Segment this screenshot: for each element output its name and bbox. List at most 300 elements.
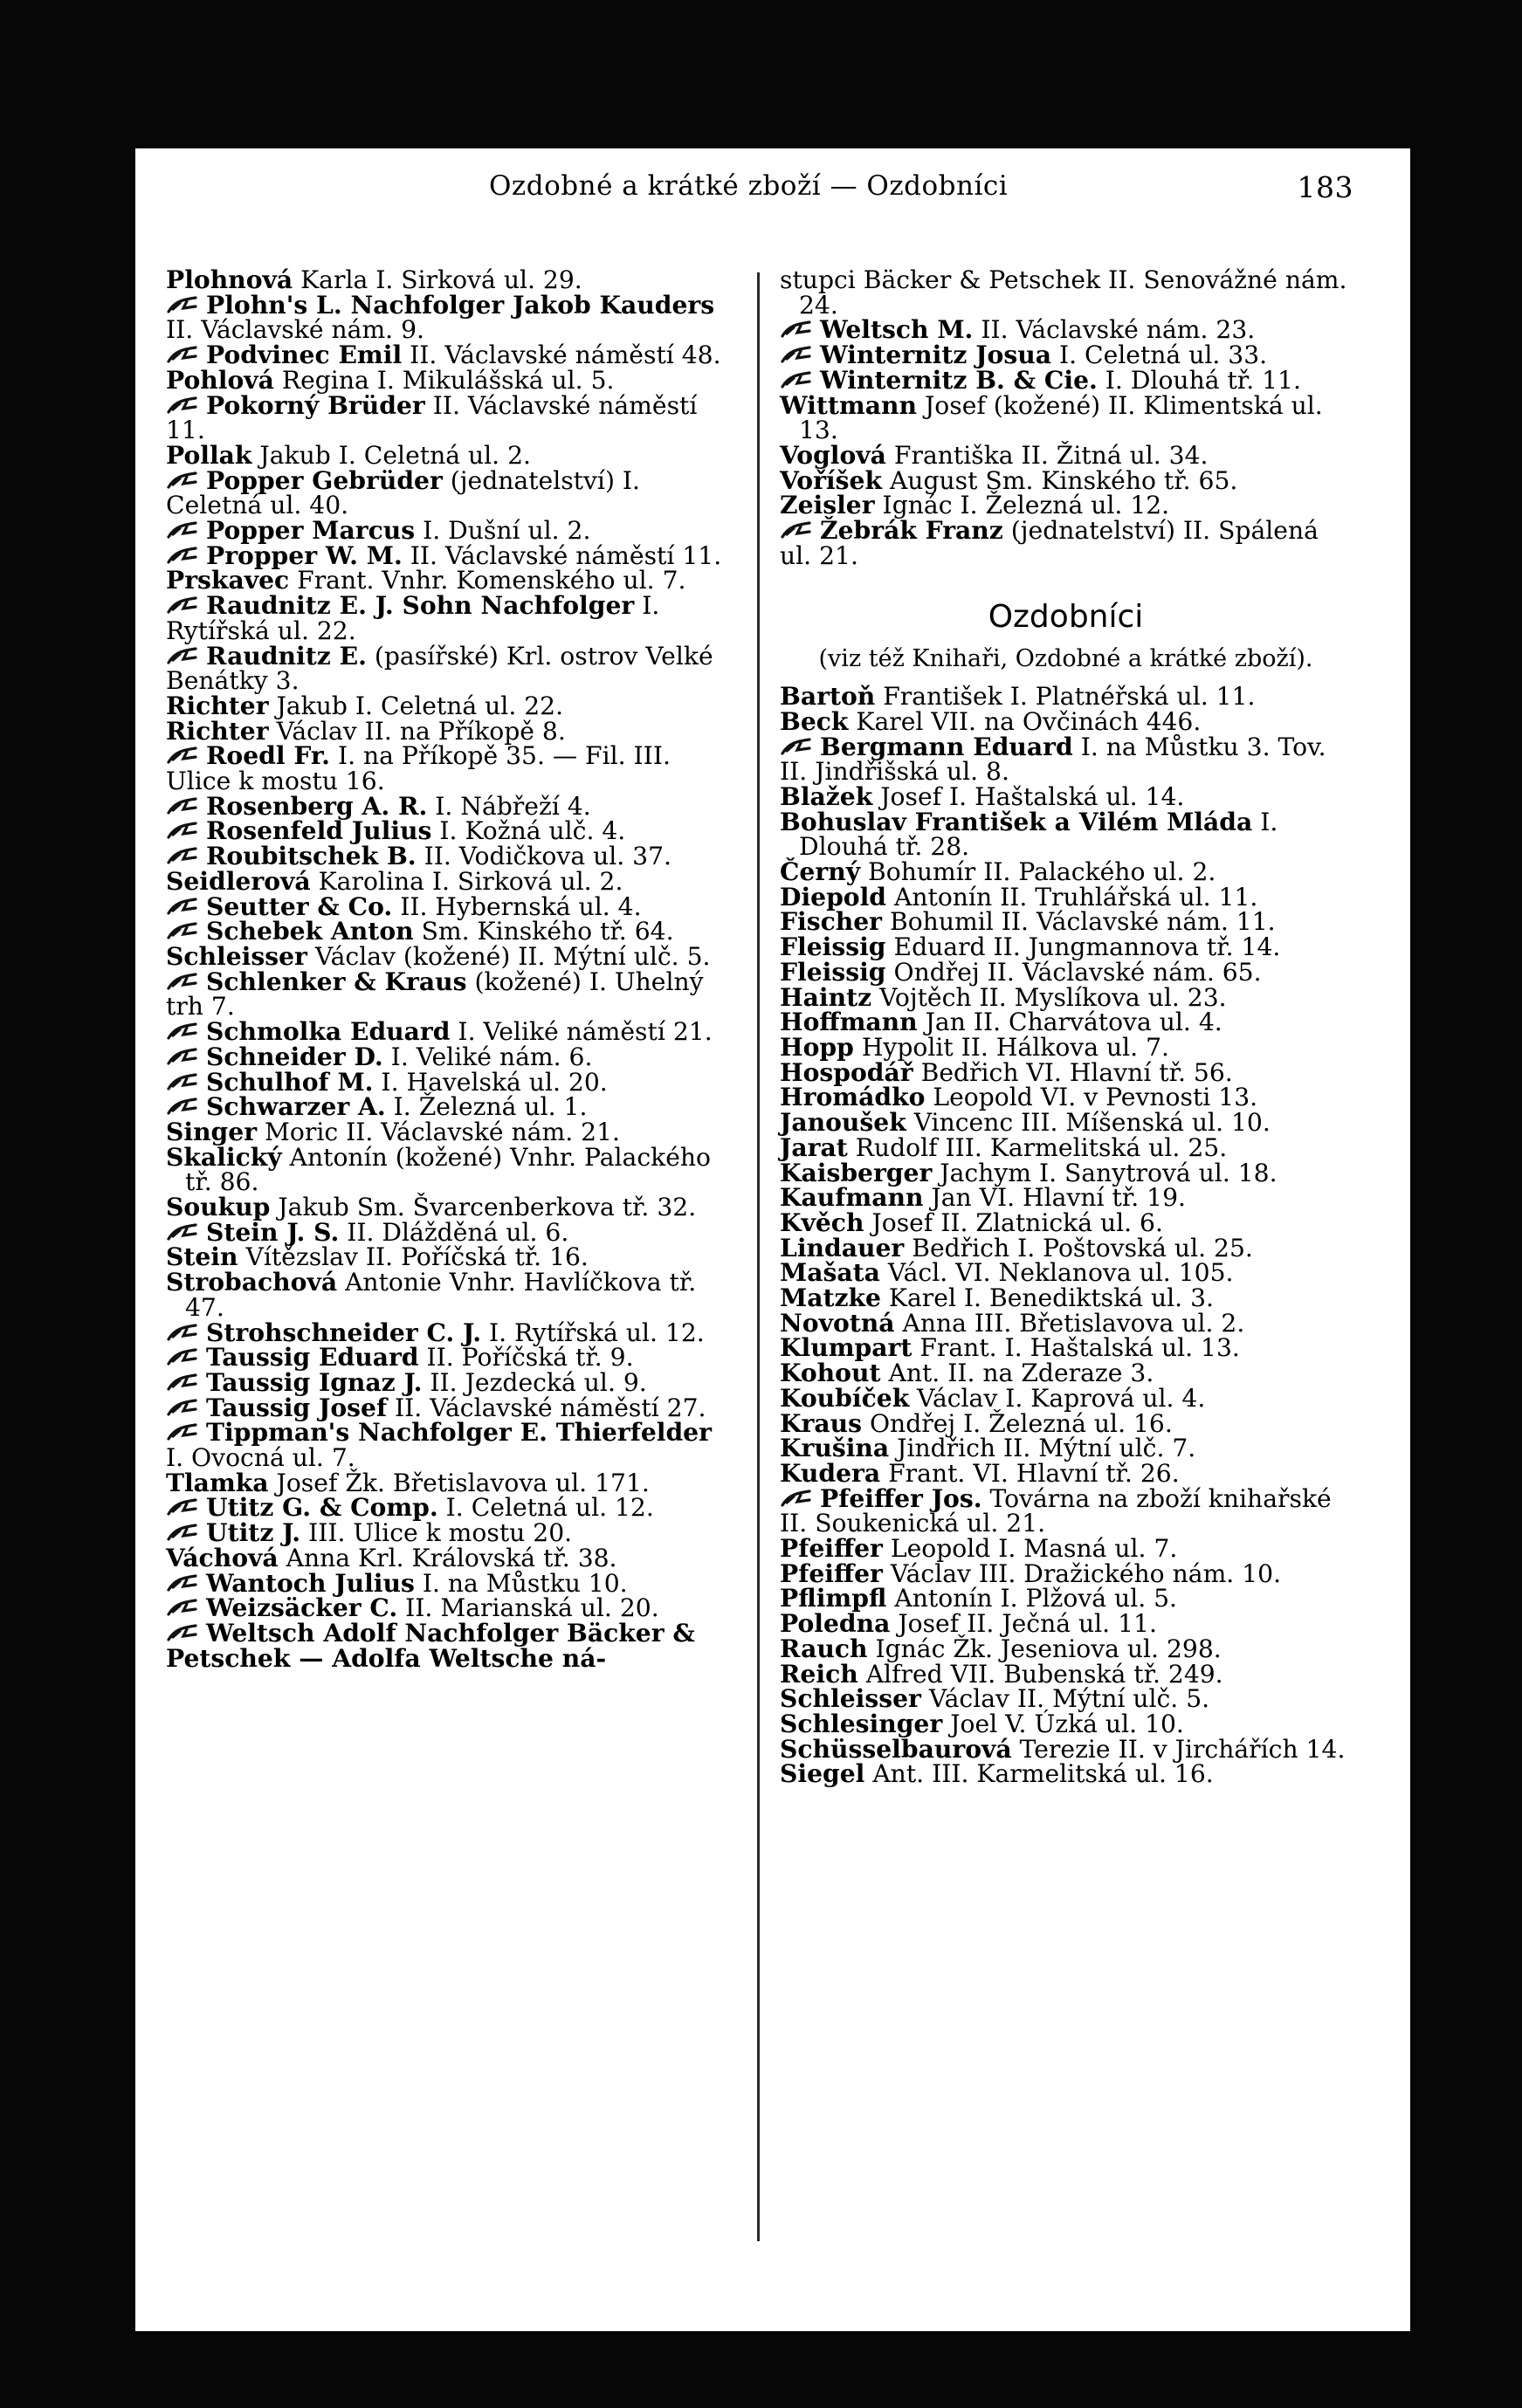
entry-address: Antonín I. Plžová ul. 5. [886, 1584, 1178, 1613]
directory-entry [166, 844, 733, 870]
entry-address: Františka II. Žitná ul. 34. [885, 440, 1209, 470]
entry-address: Antonín (kožené) Vnhr. Palackého tř. 86. [185, 1142, 712, 1197]
directory-entry [166, 641, 733, 696]
entry-name: Pfeiffer [780, 1534, 883, 1564]
pointing-hand-icon [166, 1097, 201, 1117]
entry-name: Poledna [780, 1609, 891, 1639]
entry-name: Tippman's Nachfolger E. Thierfelder [206, 1418, 712, 1448]
directory-entry [166, 1042, 733, 1071]
entry-address: Anna Krl. Královská tř. 38. [278, 1543, 617, 1572]
entry-name: Diepold [780, 882, 887, 912]
pointing-hand-icon [166, 1223, 201, 1242]
entry-address: Bedřich VI. Hlavní tř. 56. [913, 1057, 1233, 1087]
entry-name: Taussig Eduard [206, 1343, 419, 1373]
directory-entry [166, 1067, 733, 1097]
pointing-hand-icon [166, 797, 201, 816]
pointing-hand-icon [780, 738, 815, 757]
entry-address: Karla I. Sirková ul. 29. [293, 265, 582, 294]
directory-entry [166, 1593, 733, 1623]
entry-address: (jednatelství) II. Spálená ul. 21. [780, 516, 1319, 570]
entry-name: Bohuslav František a Vilém Mláda [780, 807, 1253, 836]
directory-entry [780, 1684, 1352, 1714]
directory-entry [166, 941, 733, 971]
directory-entry [166, 568, 733, 594]
entry-address: (pasířské) Krl. ostrov Velké Benátky 3. [166, 641, 713, 696]
entry-address: I. Rytířská ul. 22. [166, 591, 660, 645]
entry-address: I. Nábřeží 4. [427, 791, 591, 821]
directory-entry [780, 1361, 1352, 1386]
entry-address: František I. Platnéřská ul. 11. [875, 682, 1256, 712]
entry-name: Weltsch Adolf Nachfolger Bäcker & Petschek — Adolfa Weltsche ná- [166, 1618, 695, 1673]
directory-entry [166, 967, 733, 1022]
section-cross-reference: (viz též Knihaři, Ozdobné a krátké zboží). [818, 645, 1313, 673]
entry-name: Schebek Anton [206, 917, 414, 946]
entry-name: Weltsch M. [820, 315, 974, 345]
directory-entry [166, 1270, 733, 1320]
column-divider [757, 272, 760, 2241]
entry-name: Schlesinger [780, 1709, 943, 1738]
directory-entry [780, 465, 1352, 495]
entry-address: II. Marianská ul. 20. [397, 1593, 659, 1623]
entry-name: Kudera [780, 1458, 881, 1488]
directory-entry [166, 440, 733, 470]
entry-name: Rosenberg A. R. [206, 791, 428, 821]
pointing-hand-icon [166, 922, 201, 941]
pointing-hand-icon [166, 296, 201, 315]
entry-name: Soukup [166, 1193, 271, 1222]
entry-address: I. Veliké náměstí 21. [450, 1017, 713, 1047]
directory-entry [166, 1142, 733, 1197]
directory-entry [166, 365, 733, 395]
pointing-hand-icon [166, 1399, 201, 1418]
directory-entry [166, 1318, 733, 1347]
entry-address: I. Dušní ul. 2. [415, 516, 591, 546]
entry-address: Josef Žk. Břetislavova ul. 171. [268, 1468, 650, 1497]
page-number: 183 [1297, 170, 1353, 204]
directory-entry [166, 866, 733, 896]
directory-entry [780, 440, 1352, 470]
entry-address: Jan VI. Hlavní tř. 19. [923, 1183, 1186, 1213]
directory-entry [780, 1308, 1352, 1338]
entry-name: Winternitz B. & Cie. [820, 365, 1098, 395]
pointing-hand-icon [780, 346, 815, 365]
directory-entry [780, 1010, 1352, 1035]
directory-entry [166, 1345, 733, 1371]
entry-address: Václav II. Mýtní ulč. 5. [920, 1684, 1210, 1714]
directory-entry [166, 1195, 733, 1221]
entry-name: Tlamka [166, 1468, 269, 1497]
entry-address: Vítězslav II. Poříčská tř. 16. [238, 1242, 589, 1272]
pointing-hand-icon [166, 973, 201, 992]
entry-address: stupci Bäcker & Petschek II. Senovážné nám. 24. [780, 265, 1347, 320]
entry-address: II. Hybernská ul. 4. [392, 891, 642, 921]
entry-address: Václav (kožené) II. Mýtní ulč. 5. [306, 941, 711, 971]
directory-entry [780, 1534, 1352, 1564]
entry-address: II. Vodičkova ul. 37. [416, 842, 671, 871]
entry-name: Prskavec [166, 566, 290, 595]
entry-name: Rauch [780, 1634, 868, 1663]
directory-entry [780, 315, 1352, 345]
directory-entry [780, 1586, 1352, 1612]
entry-address: I. Celetná ul. 12. [437, 1493, 654, 1523]
entry-name: Pfeiffer [780, 1558, 883, 1588]
entry-name: Pokorný Brüder [206, 390, 425, 420]
directory-entry [780, 1207, 1352, 1237]
pointing-hand-icon [166, 898, 201, 917]
entry-name: Utitz J. [206, 1518, 301, 1548]
pointing-hand-icon [780, 521, 815, 540]
pointing-hand-icon [166, 1048, 201, 1067]
entry-name: Janoušek [780, 1108, 906, 1138]
entry-name: Strobachová [166, 1268, 338, 1297]
entry-address: Karolina I. Sirková ul. 2. [310, 866, 623, 896]
entry-address: Leopold I. Masná ul. 7. [882, 1534, 1178, 1564]
entry-name: Fleissig [780, 932, 886, 962]
entry-address: I. Ovocná ul. 7. [166, 1443, 355, 1473]
entry-address: Rudolf III. Karmelitská ul. 25. [847, 1132, 1228, 1162]
entry-name: Kraus [780, 1408, 862, 1438]
directory-entry [780, 957, 1352, 987]
entry-address: Frant. I. Haštalská ul. 13. [912, 1333, 1240, 1363]
directory-entry [780, 1558, 1352, 1588]
directory-entry [780, 682, 1352, 712]
directory-entry [166, 540, 733, 570]
entry-address: I. Rytířská ul. 12. [481, 1318, 705, 1347]
directory-entry [166, 816, 733, 846]
entry-address: II. Václavské nám. 9. [166, 315, 424, 345]
entry-name: Lindauer [780, 1233, 905, 1262]
directory-entry [780, 1383, 1352, 1413]
entry-name: Pollak [166, 440, 252, 470]
entry-address: Terezie II. v Jirchářích 14. [1011, 1734, 1346, 1764]
pointing-hand-icon [780, 320, 815, 340]
directory-entry [166, 1493, 733, 1523]
directory-entry [166, 716, 733, 746]
directory-entry [780, 732, 1352, 787]
pointing-hand-icon [166, 396, 201, 416]
header-title: Ozdobné a krátké zboží — Ozdobníci [489, 170, 1009, 202]
entry-address: Leopold VI. v Pevnosti 13. [925, 1083, 1258, 1112]
entry-address: I. Kožná ulč. 4. [431, 816, 626, 846]
pointing-hand-icon [166, 1324, 201, 1343]
entry-address: I. Veliké nám. 6. [382, 1042, 593, 1071]
entry-address: Jakub I. Celetná ul. 22. [268, 691, 564, 720]
directory-entry [780, 807, 1352, 862]
entry-address: I. Železná ul. 1. [385, 1092, 588, 1122]
directory-entry [780, 343, 1352, 368]
entry-name: Kaisberger [780, 1158, 933, 1187]
entry-name: Richter [166, 691, 269, 720]
entry-address: Ondřej II. Václavské nám. 65. [885, 957, 1262, 987]
directory-entry [780, 1609, 1352, 1639]
entry-name: Schleisser [166, 941, 307, 971]
entry-name: Roedl Fr. [206, 741, 330, 771]
directory-entry [166, 1217, 733, 1247]
pointing-hand-icon [166, 1423, 201, 1442]
entry-name: Schwarzer A. [206, 1092, 386, 1122]
entry-address: I. na Můstku 10. [414, 1568, 628, 1598]
entry-name: Zeisler [780, 491, 875, 520]
directory-entry [780, 706, 1352, 736]
directory-entry [780, 857, 1352, 887]
entry-name: Hoffmann [780, 1008, 918, 1037]
entry-address: Ignác I. Železná ul. 12. [874, 491, 1170, 520]
entry-name: Hromádko [780, 1083, 926, 1112]
entry-name: Černý [780, 857, 861, 887]
entry-address: Václ. VI. Neklanova ul. 105. [879, 1258, 1234, 1288]
directory-entry [166, 1242, 733, 1272]
entry-address: II. Václavské náměstí 11. [166, 390, 698, 445]
entry-name: Koubíček [780, 1383, 910, 1413]
pointing-hand-icon [780, 371, 815, 390]
directory-entry [166, 1393, 733, 1422]
entry-name: Schüsselbaurová [780, 1734, 1012, 1764]
pointing-hand-icon [166, 346, 201, 365]
entry-address: Václav III. Dražického nám. 10. [882, 1558, 1282, 1588]
entry-name: Stein [166, 1242, 238, 1272]
entry-name: Popper Marcus [206, 516, 416, 546]
entry-name: Rosenfeld Julius [206, 816, 432, 846]
directory-entry [780, 1483, 1352, 1538]
entry-name: Fleissig [780, 957, 886, 987]
entry-name: Voříšek [780, 465, 882, 495]
directory-entry [780, 1132, 1352, 1162]
entry-address: Frant. Vnhr. Komenského ul. 7. [289, 566, 686, 595]
entry-name: Pflimpfl [780, 1584, 887, 1613]
entry-address: (jednatelství) I. Celetná ul. 40. [166, 465, 641, 520]
entry-name: Stein J. S. [206, 1217, 340, 1247]
entry-address: Joel V. Úzká ul. 10. [942, 1709, 1184, 1738]
directory-entry [780, 1659, 1352, 1689]
pointing-hand-icon [166, 1524, 201, 1543]
directory-entry [166, 891, 733, 921]
pointing-hand-icon [166, 596, 201, 616]
entry-address: I. na Příkopě 35. — Fil. III. Ulice k mostu 16. [166, 741, 671, 796]
directory-entry [780, 1158, 1352, 1187]
entry-address: Eduard II. Jungmannova tř. 14. [885, 932, 1281, 962]
pointing-hand-icon [166, 1373, 201, 1393]
directory-entry [166, 465, 733, 520]
entry-address: Bohumír II. Palackého ul. 2. [860, 857, 1216, 887]
entry-address: Anna III. Břetislavova ul. 2. [894, 1308, 1245, 1338]
entry-address: I. Celetná ul. 33. [1050, 341, 1268, 370]
entry-address: Ondřej I. Železná ul. 16. [861, 1408, 1173, 1438]
entry-address: Moric II. Václavské nám. 21. [257, 1117, 621, 1146]
entry-address: Frant. VI. Hlavní tř. 26. [880, 1458, 1180, 1488]
directory-entry [780, 907, 1352, 937]
directory-entry [166, 919, 733, 945]
directory-entry [780, 932, 1352, 962]
entry-address: Josef II. Zlatnická ul. 6. [864, 1207, 1163, 1237]
directory-entry [780, 1183, 1352, 1213]
entry-name: Siegel [780, 1759, 865, 1789]
entry-name: Schneider D. [206, 1042, 383, 1071]
entry-name: Kohout [780, 1359, 881, 1388]
entry-address: Jan II. Charvátova ul. 4. [917, 1008, 1222, 1037]
entry-address: Jindřich II. Mýtní ulč. 7. [889, 1434, 1196, 1463]
entry-name: Blažek [780, 781, 873, 811]
directory-entry [780, 516, 1352, 570]
pointing-hand-icon [166, 847, 201, 866]
entry-address: Antonín II. Truhlářská ul. 11. [886, 882, 1258, 912]
entry-name: Seidlerová [166, 866, 311, 896]
entry-address: Ignác Žk. Jeseniova ul. 298. [867, 1634, 1222, 1663]
directory-entry [166, 343, 733, 368]
entry-name: Wittmann [780, 390, 917, 420]
pointing-hand-icon [166, 1624, 201, 1643]
entry-address: Regina I. Mikulášská ul. 5. [273, 365, 615, 395]
directory-entry [780, 1258, 1352, 1288]
directory-entry [166, 1518, 733, 1548]
entry-name: Raudnitz E. [206, 641, 367, 671]
entry-address: Alfred VII. Bubenská tř. 249. [857, 1659, 1223, 1689]
directory-entry [166, 1618, 733, 1673]
entry-address: Jakub I. Celetná ul. 2. [251, 440, 531, 470]
entry-address: Vojtěch II. Myslíkova ul. 23. [871, 982, 1227, 1012]
entry-address: Vincenc III. Míšenská ul. 10. [906, 1108, 1271, 1138]
directory-entry [780, 1634, 1352, 1663]
entry-name: Kaufmann [780, 1183, 924, 1213]
directory-entry [780, 1085, 1352, 1111]
directory-entry [780, 365, 1352, 395]
entry-address: II. Dlážděná ul. 6. [339, 1217, 569, 1247]
directory-entry [166, 691, 733, 720]
entry-address: Václav I. Kaprová ul. 4. [909, 1383, 1206, 1413]
entry-name: Hopp [780, 1032, 854, 1062]
entry-name: Beck [780, 706, 849, 736]
entry-address: Hypolit II. Hálkova ul. 7. [853, 1032, 1169, 1062]
entry-address: II. Jezdecká ul. 9. [422, 1367, 647, 1397]
entry-name: Richter [166, 716, 269, 746]
entry-address: II. Václavské náměstí 27. [387, 1393, 706, 1422]
directory-entry [166, 265, 733, 294]
pointing-hand-icon [166, 1073, 201, 1092]
pointing-hand-icon [780, 1490, 815, 1509]
directory-entry [780, 390, 1352, 445]
entry-name: Schleisser [780, 1684, 921, 1714]
directory-entry [166, 1468, 733, 1497]
entry-name: Bergmann Eduard [820, 732, 1073, 761]
entry-address: I. Dlouhá tř. 11. [1097, 365, 1301, 395]
entry-address: Josef II. Ječná ul. 11. [890, 1609, 1157, 1639]
directory-entry [166, 741, 733, 796]
directory-entry [166, 1418, 733, 1473]
pointing-hand-icon [166, 521, 201, 540]
directory-entry [166, 1543, 733, 1572]
entry-name: Pfeiffer Jos. [820, 1483, 982, 1513]
directory-entry [780, 1734, 1352, 1764]
directory-entry [780, 1408, 1352, 1438]
entry-name: Wantoch Julius [206, 1568, 415, 1598]
entry-name: Taussig Josef [206, 1393, 388, 1422]
directory-entry [166, 1117, 733, 1146]
entry-name: Skalický [166, 1142, 282, 1172]
entry-address: I. Dlouhá tř. 28. [799, 807, 1278, 862]
right-column-bottom-list [780, 682, 1352, 1789]
entry-name: Schmolka Eduard [206, 1017, 451, 1047]
entry-name: Voglová [780, 440, 886, 470]
pointing-hand-icon [166, 746, 201, 766]
directory-entry [166, 591, 733, 645]
entry-name: Seutter & Co. [206, 891, 393, 921]
entry-name: Mašata [780, 1258, 880, 1288]
directory-entry [166, 1367, 733, 1397]
directory-entry [780, 265, 1352, 320]
entry-address: Bohumil II. Václavské nám. 11. [882, 907, 1276, 937]
entry-name: Taussig Ignaz J. [206, 1367, 423, 1397]
directory-entry [780, 1759, 1352, 1789]
directory-entry [166, 1568, 733, 1598]
entry-address: I. Havelská ul. 20. [373, 1067, 608, 1097]
entry-address: II. Václavské náměstí 48. [402, 341, 721, 370]
entry-address: Karel I. Benediktská ul. 3. [880, 1283, 1214, 1313]
directory-entry [780, 1436, 1352, 1462]
entry-name: Plohn's L. Nachfolger Jakob Kauders [206, 290, 715, 320]
pointing-hand-icon [166, 1348, 201, 1367]
entry-name: Fischer [780, 907, 883, 937]
directory-entry [780, 1458, 1352, 1488]
entry-address: August Sm. Kinského tř. 65. [881, 465, 1238, 495]
entry-name: Matzke [780, 1283, 881, 1313]
entry-address: Karel VII. na Ovčinách 446. [848, 706, 1202, 736]
entry-name: Reich [780, 1659, 858, 1689]
section-heading: Ozdobníci [988, 599, 1144, 636]
entry-address: Josef I. Haštalská ul. 14. [872, 781, 1185, 811]
entry-name: Žebrák Franz [820, 516, 1003, 546]
entry-name: Pohlová [166, 365, 274, 395]
running-header [166, 160, 1362, 212]
right-column [780, 265, 1352, 1789]
directory-entry [780, 781, 1352, 811]
pointing-hand-icon [166, 1599, 201, 1618]
entry-name: Utitz G. & Comp. [206, 1493, 438, 1523]
entry-name: Propper W. M. [206, 540, 403, 570]
left-column [166, 265, 733, 1673]
directory-entry [780, 982, 1352, 1012]
directory-entry [166, 290, 733, 345]
entry-address: Václav II. na Příkopě 8. [268, 716, 566, 746]
entry-address: Jachym I. Sanytrová ul. 18. [932, 1158, 1278, 1187]
directory-entry [166, 1092, 733, 1122]
directory-entry [166, 390, 733, 445]
directory-entry [166, 1017, 733, 1047]
directory-entry [166, 791, 733, 821]
pointing-hand-icon [166, 1498, 201, 1517]
directory-entry [166, 516, 733, 546]
directory-entry [780, 493, 1352, 519]
pointing-hand-icon [166, 822, 201, 841]
entry-name: Weizsäcker C. [206, 1593, 398, 1623]
entry-address: II. Poříčská tř. 9. [418, 1343, 634, 1373]
pointing-hand-icon [166, 647, 201, 666]
entry-name: Schulhof M. [206, 1067, 374, 1097]
entry-name: Váchová [166, 1543, 279, 1572]
directory-entry [780, 882, 1352, 912]
entry-name: Novotná [780, 1308, 895, 1338]
entry-name: Roubitschek B. [206, 842, 417, 871]
entry-name: Schlenker & Kraus [206, 967, 467, 996]
entry-address: Továrna na zboží knihařské II. Soukenická ul. 21. [780, 1483, 1332, 1538]
directory-entry [780, 1709, 1352, 1738]
entry-name: Krušina [780, 1434, 890, 1463]
entry-name: Hospodář [780, 1057, 913, 1087]
entry-address: I. na Můstku 3. Tov. II. Jindřišská ul. 8. [780, 732, 1326, 787]
pointing-hand-icon [166, 471, 201, 491]
directory-entry [780, 1283, 1352, 1313]
entry-address: Antonie Vnhr. Havlíčkova tř. 47. [185, 1268, 697, 1322]
entry-name: Kvěch [780, 1207, 864, 1237]
entry-name: Podvinec Emil [206, 341, 403, 370]
